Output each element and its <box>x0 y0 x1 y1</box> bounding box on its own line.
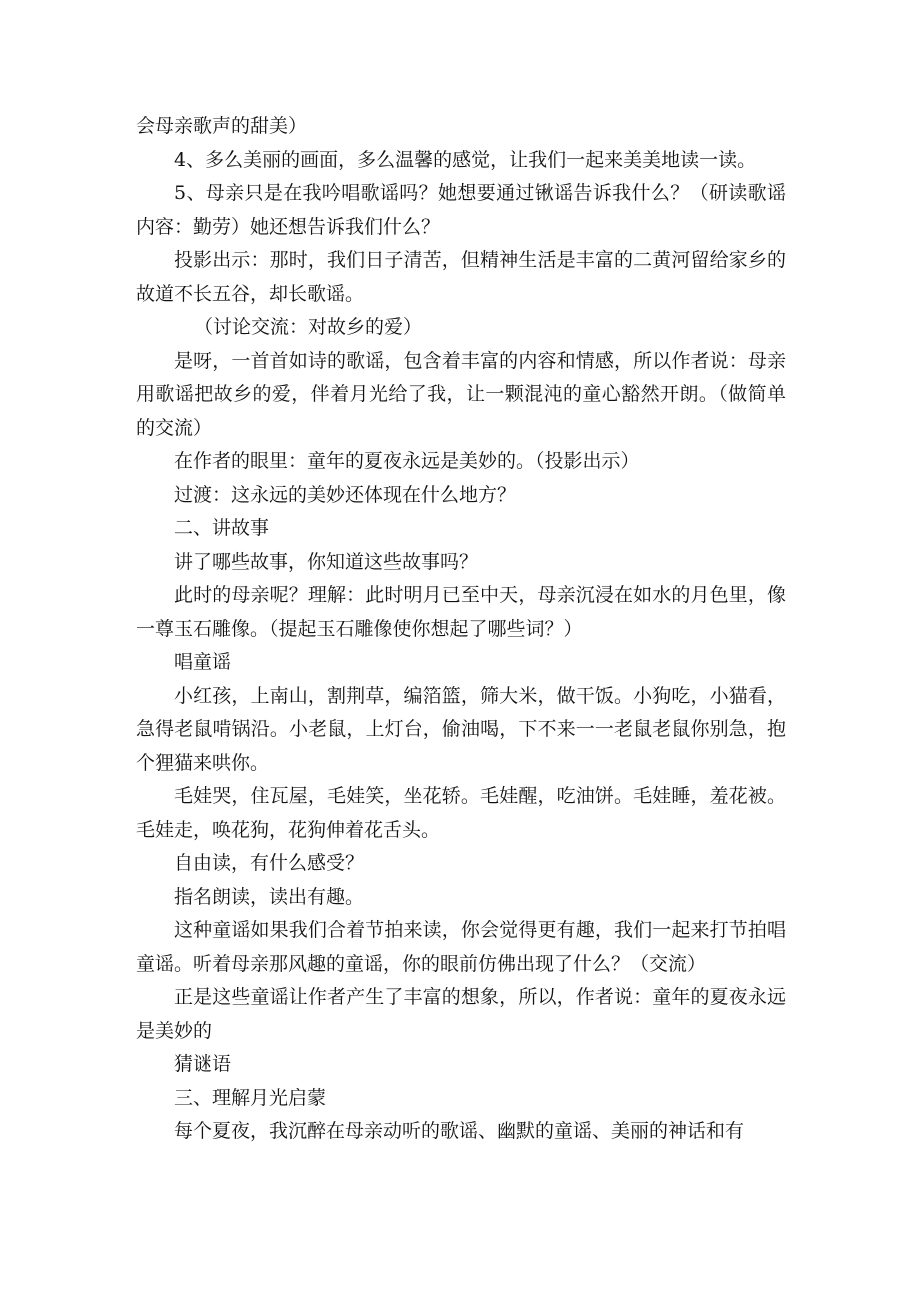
document-body <box>136 110 786 1149</box>
paragraph: 每个夏夜，我沉醉在母亲动听的歌谣、幽默的童谣、美丽的神话和有 <box>174 1120 745 1142</box>
paragraph: 此时的母亲呢？理解：此时明月已至中天，母亲沉浸在如水的月色里，像一尊玉石雕像。（提起玉石雕像使你想起了哪些词？） <box>136 584 786 640</box>
paragraph: 会母亲歌声的甜美） <box>136 115 308 137</box>
paragraph: 过渡：这永远的美妙还体现在什么地方？ <box>174 483 517 506</box>
paragraph: 讲了哪些故事，你知道这些故事吗？ <box>174 550 479 573</box>
paragraph: （讨论交流：对故乡的爱） <box>194 316 423 338</box>
paragraph: 5、母亲只是在我吟唱歌谣吗？她想要通过锹谣告诉我什么？（研读歌谣内容：勤劳）她还想告诉我们什么？ <box>136 182 786 238</box>
paragraph: 投影出示：那时，我们日子清苦，但精神生活是丰富的二黄河留给家乡的故道不长五谷，却长歌谣。 <box>136 249 786 305</box>
paragraph: 在作者的眼里：童年的夏夜永远是美妙的。（投影出示） <box>174 450 640 472</box>
paragraph: 是呀，一首首如诗的歌谣，包含着丰富的内容和情感，所以作者说：母亲用歌谣把故乡的爱，伴着月光给了我，让一颗混沌的童心豁然开朗。（做简单的交流） <box>136 349 786 439</box>
paragraph: 自由读，有什么感受？ <box>174 852 365 874</box>
paragraph: 指名朗读，读出有趣。 <box>174 885 365 908</box>
paragraph: 正是这些童谣让作者产生了丰富的想象，所以，作者说：童年的夏夜永远是美妙的 <box>136 986 786 1042</box>
section-heading: 二、讲故事 <box>174 517 270 539</box>
subheading: 唱童谣 <box>174 651 232 673</box>
paragraph: 这种童谣如果我们合着节拍来读，你会觉得更有趣，我们一起来打节拍唱童谣。听着母亲那风趣的童谣，你的眼前仿佛出现了什么？（交流） <box>136 919 786 975</box>
nursery-rhyme: 小红孩，上南山，割荆草，编箔篮，筛大米，做干饭。小狗吃，小猫看，急得老鼠啃锅沿。小老鼠，上灯台，偷油喝，下不来一一老鼠老鼠你别急，抱个狸猫来哄你。 <box>136 684 786 774</box>
subheading: 猜谜语 <box>174 1053 232 1075</box>
section-heading: 三、理解月光启蒙 <box>174 1086 327 1109</box>
nursery-rhyme: 毛娃哭，住瓦屋，毛娃笑，坐花轿。毛娃醒，吃油饼。毛娃睡，羞花被。毛娃走，唤花狗，花狗伸着花舌头。 <box>136 785 786 841</box>
paragraph: 4、多么美丽的画面，多么温馨的感觉，让我们一起来美美地读一读。 <box>174 148 757 171</box>
